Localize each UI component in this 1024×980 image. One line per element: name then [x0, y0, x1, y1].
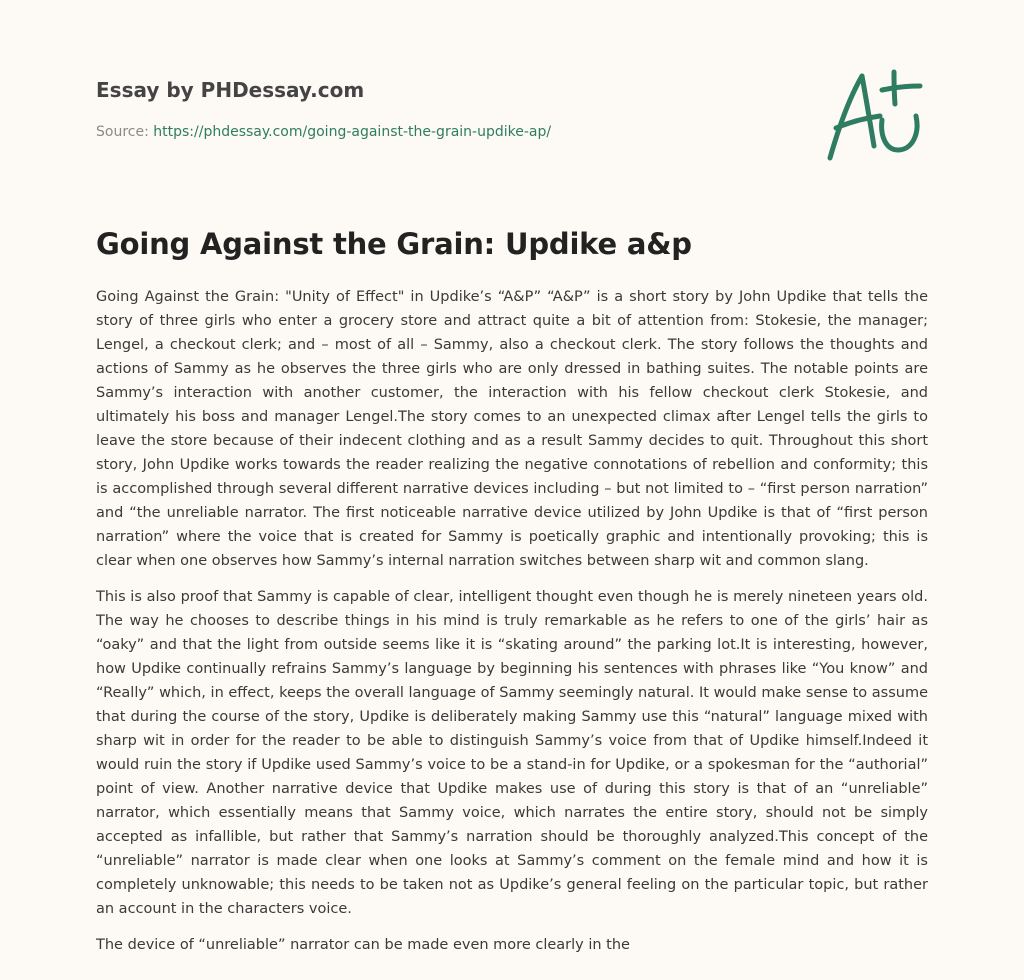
- a-plus-logo-icon: [822, 68, 926, 164]
- page-header: [96, 76, 796, 142]
- essay-body: [96, 285, 928, 969]
- essay-paragraph: Going Against the Grain: "Unity of Effect" in Updike’s “A&P” “A&P” is a short story by John Updike that tells the story of three girls who enter a grocery store and attract quite a bit of attention from: Stokesie, the manager; Lengel, a checkout clerk; and – most of all – Sammy, also a checkout clerk. The story follows the thoughts and actions of Sammy as he observes the three girls who are only dressed in bathing suites. The notable points are Sammy’s interaction with another customer, the interaction with his fellow checkout clerk Stokesie, and ultimately his boss and manager Lengel.The story comes to an unexpected climax after Lengel tells the girls to leave the store because of their indecent clothing and as a result Sammy decides to quit. Throughout this short story, John Updike works towards the reader realizing the negative connotations of rebellion and conformity; this is accomplished through several different narrative devices including – but not limited to – “first person narration” and “the unreliable narrator. The first noticeable narrative device utilized by John Updike is that of “first person narration” where the voice that is created for Sammy is poetically graphic and intentionally provoking; this is clear when one observes how Sammy’s internal narration switches between sharp wit and common slang.: [96, 289, 928, 569]
- essay-paragraph: The device of “unreliable” narrator can be made even more clearly in the: [96, 937, 630, 953]
- essay-paragraph: This is also proof that Sammy is capable of clear, intelligent thought even though he is merely nineteen years old. The way he chooses to describe things in his mind is truly remarkable as he refers to one of the girls’ hair as “oaky” and that the light from outside seems like it is “skating around” the parking lot.It is interesting, however, how Updike continually refrains Sammy’s language by beginning his sentences with phrases like “You know” and “Really” which, in effect, keeps the overall language of Sammy seemingly natural. It would make sense to assume that during the course of the story, Updike is deliberately making Sammy use this “natural” language mixed with sharp wit in order for the reader to be able to distinguish Sammy’s voice from that of Updike himself.Indeed it would ruin the story if Updike used Sammy’s voice to be a stand-in for Updike, or a spokesman for the “authorial” point of view. Another narrative device that Updike makes use of during this story is that of an “unreliable” narrator, which essentially means that Sammy voice, which narrates the entire story, should not be simply accepted as infallible, but rather that Sammy’s narration should be thoroughly analyzed.This concept of the “unreliable” narrator is made clear when one looks at Sammy’s comment on the female mind and how it is completely unknowable; this needs to be taken not as Updike’s general feeling on the particular topic, but rather an account in the characters voice.: [96, 589, 928, 917]
- source-line: [96, 122, 796, 142]
- site-brand: Essay by PHDessay.com: [96, 78, 365, 102]
- source-link[interactable]: https://phdessay.com/going-against-the-grain-updike-ap/: [153, 124, 552, 140]
- source-label: Source:: [96, 124, 154, 140]
- essay-title: Going Against the Grain: Updike a&p: [96, 227, 692, 261]
